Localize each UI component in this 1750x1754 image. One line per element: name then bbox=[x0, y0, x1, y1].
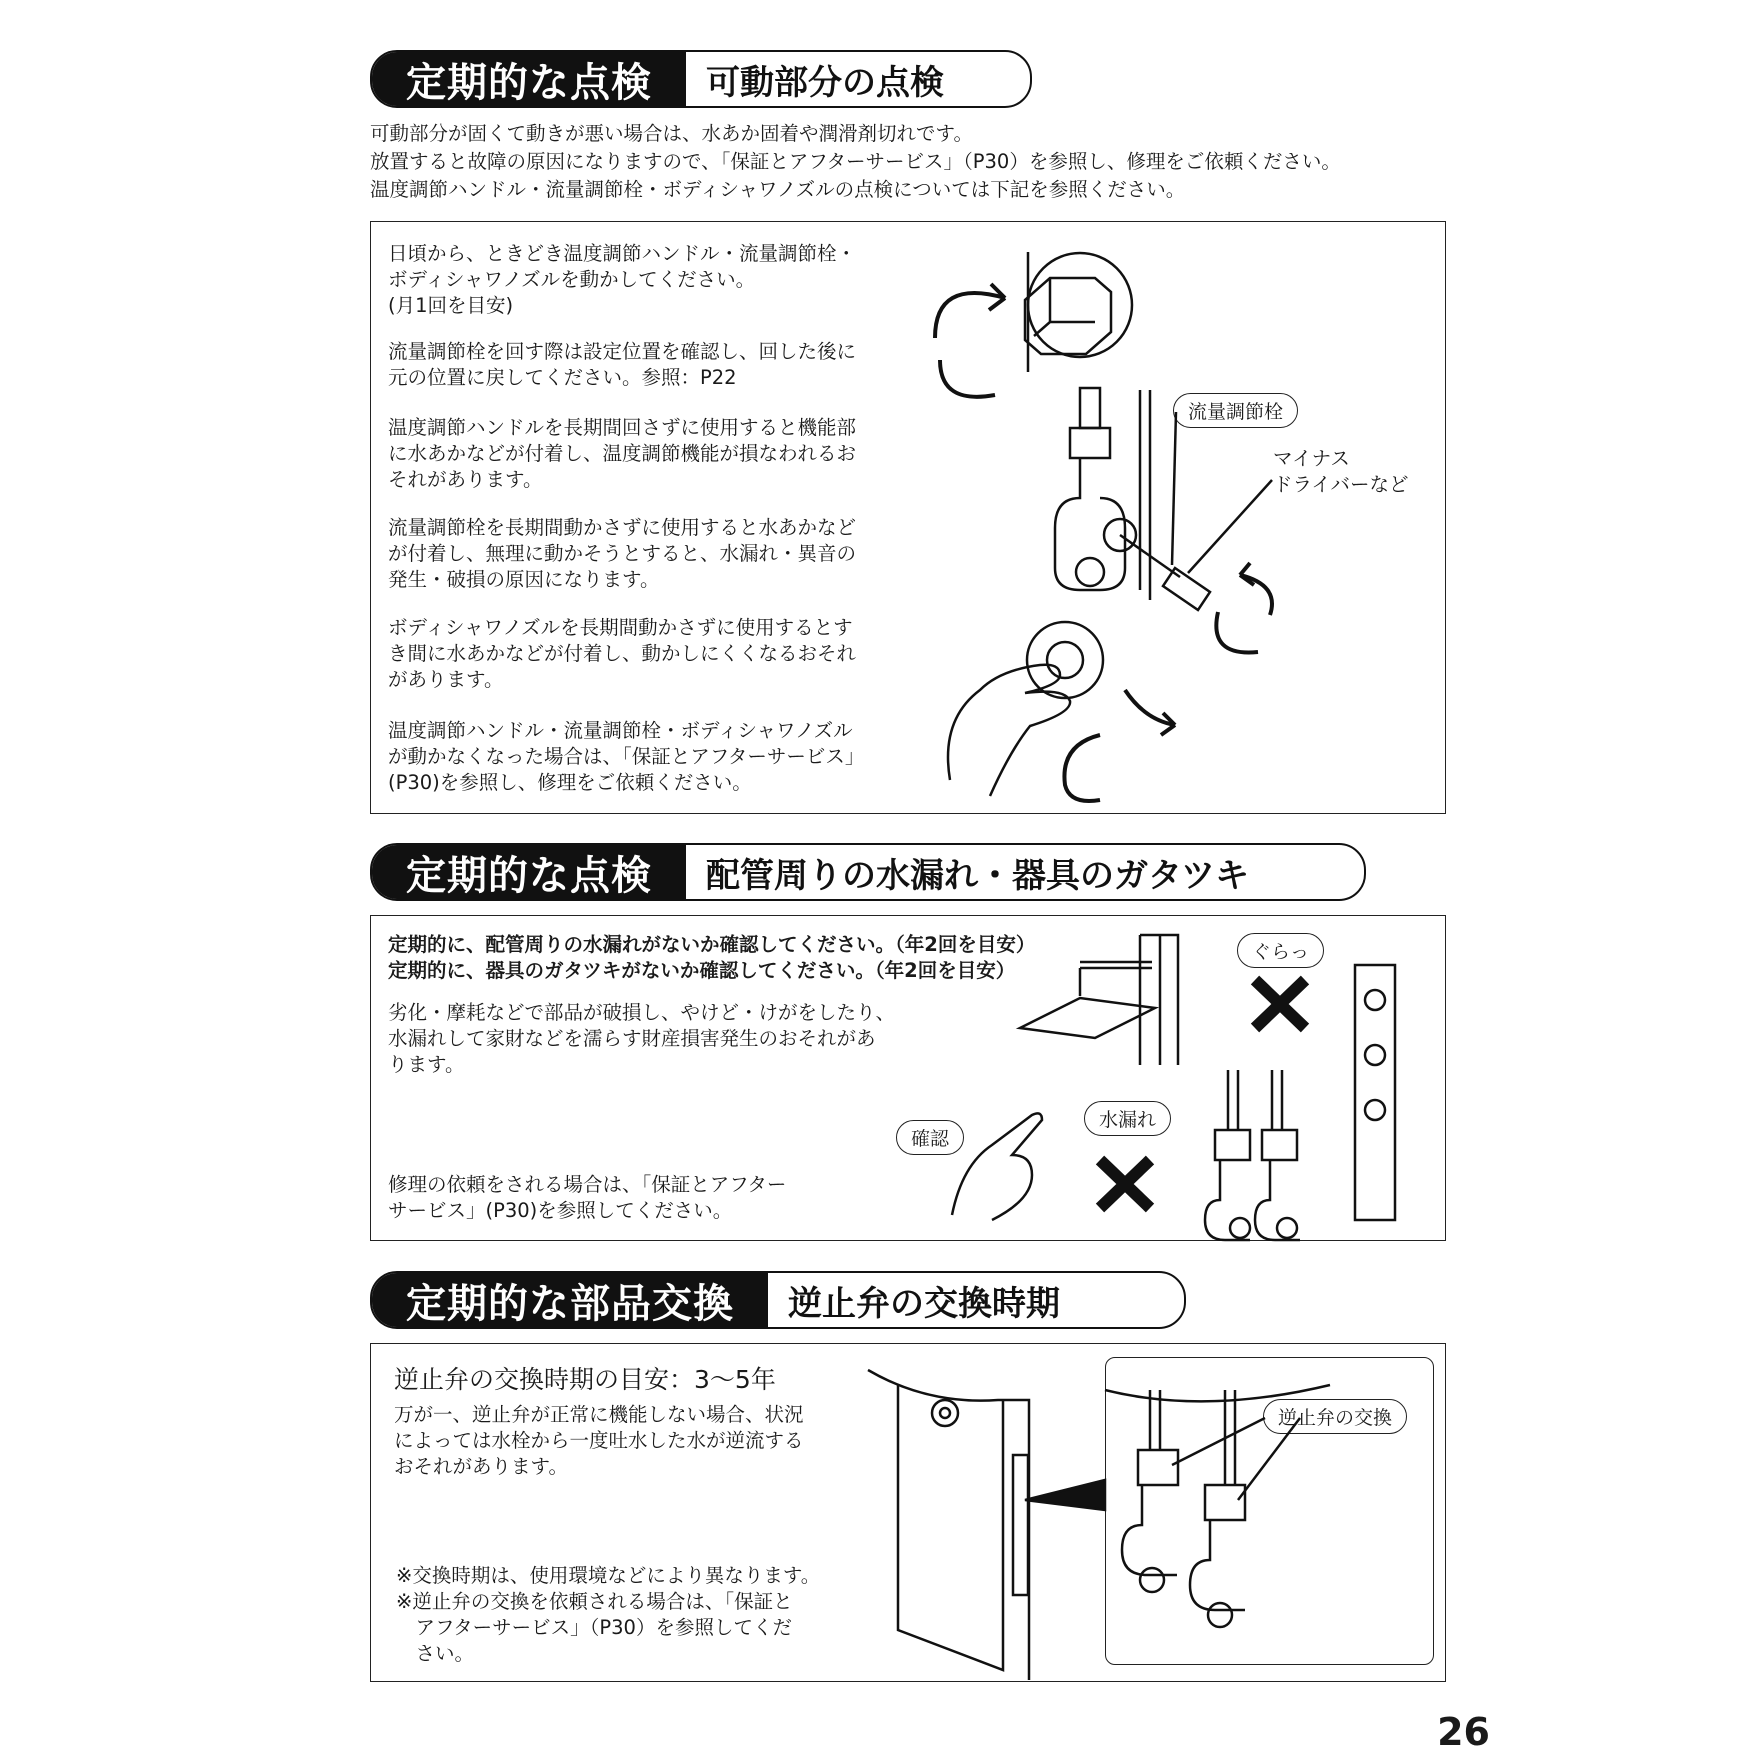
section3-header bbox=[370, 1271, 1186, 1329]
s1-paragraph-4: 流量調節栓を長期間動かさずに使用すると水あかなど が付着し、無理に動かそうとすると、水漏れ・異音の 発生・破損の原因になります。 bbox=[388, 516, 857, 591]
section1-header bbox=[370, 50, 1032, 108]
s1-paragraph-2: 流量調節栓を回す際は設定位置を確認し、回した後に 元の位置に戻してください。参照：P22 bbox=[388, 340, 857, 389]
section1-intro: 可動部分が固くて動きが悪い場合は、水あか固着や潤滑剤切れです。 放置すると故障の原因になりますので、「保証とアフターサービス」（P30）を参照し、修理をご依頼ください。 温度調節ハンドル・流量調節栓・ボディシャワノズルの点検については下記を参照ください。 bbox=[370, 122, 1341, 201]
s1-paragraph-1: 日頃から、ときどき温度調節ハンドル・流量調節栓・ ボディシャワノズルを動かしてください。 (月1回を目安) bbox=[388, 242, 857, 317]
callout-check: 確認 bbox=[896, 1120, 964, 1155]
section2-header bbox=[370, 843, 1366, 901]
s3-note-1: ※交換時期は、使用環境などにより異なります。 bbox=[396, 1564, 821, 1587]
s3-heading: 逆止弁の交換時期の目安：3〜5年 bbox=[394, 1365, 776, 1394]
screwdriver-note: マイナス ドライバーなど bbox=[1273, 447, 1409, 496]
callout-replace: 逆止弁の交換 bbox=[1263, 1399, 1407, 1434]
section1-title: 可動部分の点検 bbox=[706, 62, 944, 103]
section3-tag: 定期的な部品交換 bbox=[372, 1273, 768, 1327]
s3-note-2: ※逆止弁の交換を依頼される場合は、「保証と アフターサービス」（P30）を参照してくだ さい。 bbox=[396, 1590, 793, 1665]
s3-body: 万が一、逆止弁が正常に機能しない場合、状況 によっては水栓から一度吐水した水が逆流する おそれがあります。 bbox=[394, 1403, 804, 1478]
s1-paragraph-3: 温度調節ハンドルを長期間回さずに使用すると機能部 に水あかなどが付着し、温度調節機能が損なわれるお それがあります。 bbox=[388, 416, 857, 491]
section1-tag: 定期的な点検 bbox=[372, 52, 686, 106]
s2-repair: 修理の依頼をされる場合は、「保証とアフター サービス」(P30)を参照してください。 bbox=[388, 1173, 787, 1222]
callout-flow-valve: 流量調節栓 bbox=[1173, 393, 1298, 428]
page-number: 26 bbox=[1437, 1710, 1490, 1754]
callout-leak: 水漏れ bbox=[1084, 1101, 1171, 1136]
s2-line-1: 定期的に、配管周りの水漏れがないか確認してください。（年2回を目安） bbox=[388, 933, 1036, 956]
section2-tag: 定期的な点検 bbox=[372, 845, 686, 899]
s1-paragraph-6: 温度調節ハンドル・流量調節栓・ボディシャワノズル が動かなくなった場合は、「保証とアフターサービス」 (P30)を参照し、修理をご依頼ください。 bbox=[388, 719, 865, 794]
s1-paragraph-5: ボディシャワノズルを長期間動かさずに使用するとす き間に水あかなどが付着し、動かしにくくなるおそれ があります。 bbox=[388, 616, 857, 691]
callout-wobble: ぐらっ bbox=[1237, 933, 1324, 968]
section3-title: 逆止弁の交換時期 bbox=[788, 1283, 1060, 1324]
section2-title: 配管周りの水漏れ・器具のガタツキ bbox=[706, 855, 1249, 896]
s2-warning: 劣化・摩耗などで部品が破損し、やけど・けがをしたり、 水漏れして家財などを濡らす財産損害発生のおそれがあ ります。 bbox=[388, 1001, 896, 1076]
s2-line-2: 定期的に、器具のガタツキがないか確認してください。（年2回を目安） bbox=[388, 959, 1016, 982]
